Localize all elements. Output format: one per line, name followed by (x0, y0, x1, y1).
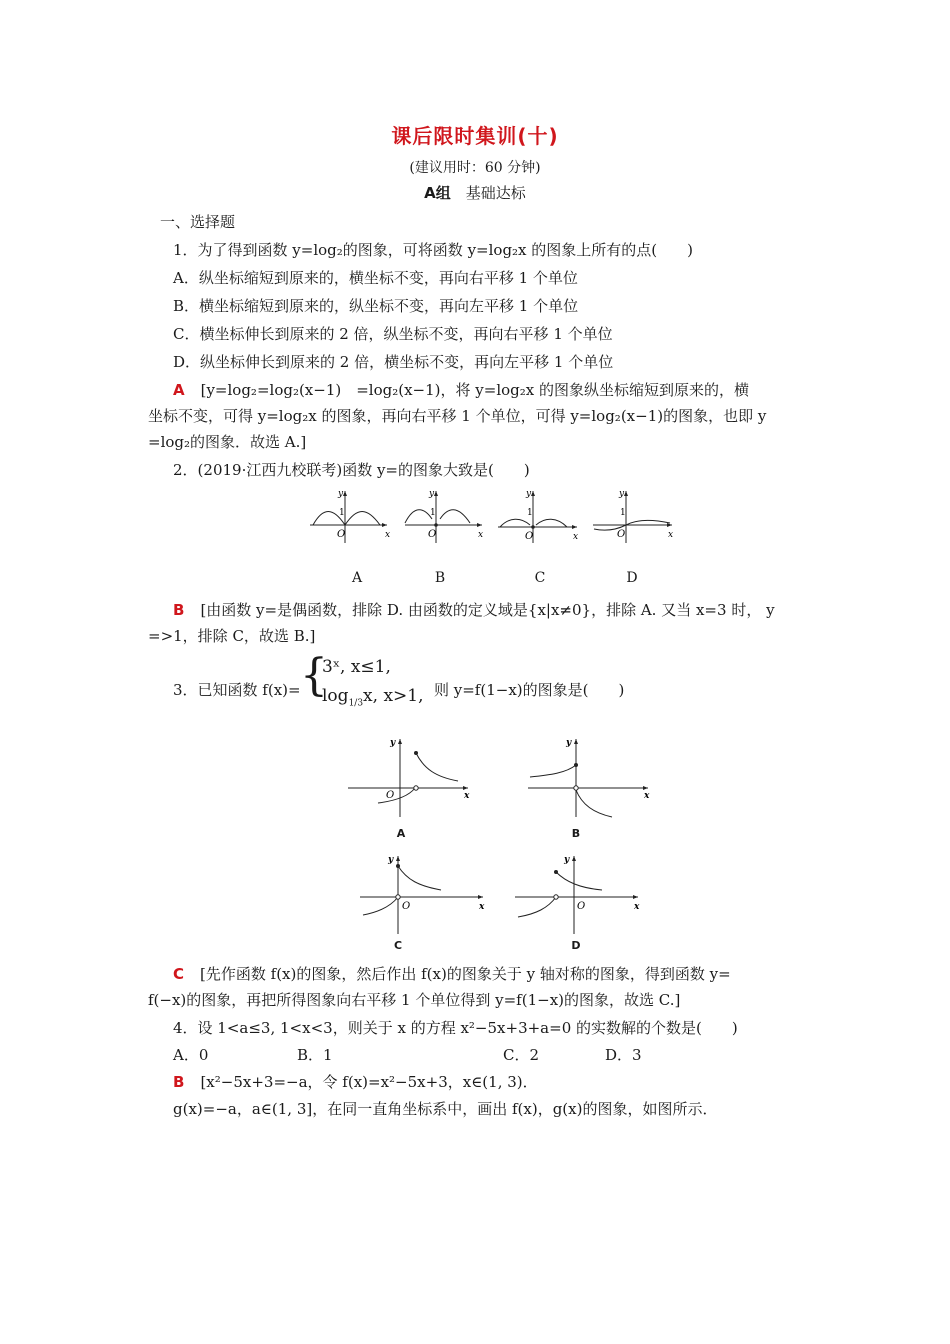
q2b-axis-x: x (478, 530, 484, 540)
q2-label-b: B (434, 570, 446, 586)
q3-explanation-line-2: f(−x)的图象，再把所得图象向右平移 1 个单位得到 y=f(1−x)的图象，故选 C.] (148, 991, 681, 1009)
q2-answer: B (173, 601, 185, 619)
q2-graph-c (495, 485, 585, 549)
q3d-axis-x: x (634, 902, 640, 912)
q2a-origin: O (337, 529, 346, 540)
q4-option-a: A．0 (173, 1046, 209, 1064)
q1-stem: 1．为了得到函数 y=log₂的图象，可将函数 y=log₂x 的图象上所有的点( ) (173, 241, 693, 259)
q2d-axis-x: x (668, 530, 674, 540)
q1-option-b: B．横坐标缩短到原来的，纵坐标不变，再向左平移 1 个单位 (173, 297, 579, 315)
q3c-axis-y: y (388, 855, 394, 865)
q3-graph-d (510, 852, 645, 941)
q4-option-d: D．3 (605, 1046, 642, 1064)
q2c-tick-one: 1 (527, 508, 533, 518)
q3-piece-1: 3ˣ, x≤1, (322, 657, 391, 677)
q2-label-c: C (534, 570, 546, 586)
q2-explanation-line-2: =>1，排除 C，故选 B.] (148, 627, 316, 645)
q2c-axis-y: y (526, 489, 532, 499)
q2a-axis-y: y (338, 489, 344, 499)
q2a-tick-one: 1 (339, 508, 345, 518)
q2-graph-a (305, 485, 395, 549)
q3a-axis-y: y (390, 738, 396, 748)
q3-piece-2-base: 1/3 (348, 698, 364, 709)
page-title: 课后限时集训(十) (391, 124, 559, 148)
q1-answer: A (173, 381, 185, 399)
q2c-origin: O (525, 531, 534, 542)
q3-graph-c (355, 852, 490, 941)
group-name: 基础达标 (465, 184, 526, 202)
q3-piece-2-log: log (322, 686, 349, 706)
q2-graph-d (590, 485, 680, 549)
q3-graph-b (520, 735, 655, 824)
q3-explanation-line-1 (173, 963, 731, 984)
q1-explanation-line-1 (173, 379, 749, 400)
q2-explain-text-1: [由函数 y=是偶函数，排除 D. 由函数的定义域是{x|x≠0}，排除 A. 又当 x=3 时， y (200, 601, 775, 619)
q2b-tick-one: 1 (430, 508, 436, 518)
q3c-origin: O (402, 901, 411, 912)
group-heading (0, 182, 950, 203)
q3d-origin: O (577, 901, 586, 912)
group-label: A组 (424, 184, 451, 202)
q3b-axis-y: y (566, 738, 572, 748)
q3-answer: C (173, 965, 185, 983)
q2b-origin: O (428, 529, 437, 540)
q1-option-d: D．纵坐标伸长到原来的 2 倍，横坐标不变，再向左平移 1 个单位 (173, 353, 614, 371)
q3-label-b: B (571, 827, 581, 840)
q2c-axis-x: x (573, 532, 579, 542)
q4-option-c: C．2 (503, 1046, 540, 1064)
q2-label-d: D (626, 570, 638, 586)
q2d-tick-one: 1 (620, 508, 626, 518)
q4-explanation-line-1 (173, 1071, 538, 1092)
q2b-axis-y: y (429, 489, 435, 499)
q4-stem: 4．设 1<a≤3, 1<x<3，则关于 x 的方程 x²−5x+3+a=0 的实数解的个数是( ) (173, 1019, 738, 1037)
suggested-time: (建议用时：60 分钟) (409, 160, 541, 176)
q4-option-b: B．1 (297, 1046, 333, 1064)
q3c-axis-x: x (479, 902, 485, 912)
q1-option-a: A．纵坐标缩短到原来的，横坐标不变，再向右平移 1 个单位 (173, 269, 578, 287)
q3-piece-2 (322, 686, 424, 708)
q4-explanation-line-2: g(x)=−a，a∈(1, 3]，在同一直角坐标系中，画出 f(x)，g(x)的图象，如图所示． (173, 1100, 718, 1118)
q1-option-c: C．横坐标伸长到原来的 2 倍，纵坐标不变，再向右平移 1 个单位 (173, 325, 613, 343)
q4-answer: B (173, 1073, 185, 1091)
q2-label-a: A (351, 570, 363, 586)
q3-explain-text-1: [先作函数 f(x)的图象，然后作出 f(x)的图象关于 y 轴对称的图象，得到函数 y= (200, 965, 731, 983)
q3-label-a: A (396, 827, 406, 840)
q3b-axis-x: x (644, 791, 650, 801)
q3-stem-prefix: 3．已知函数 f(x)= (173, 681, 301, 699)
q1-explanation-line-2: 坐标不变，可得 y=log₂x 的图象，再向右平移 1 个单位，可得 y=log₂(x−1)的图象，也即 y (148, 407, 767, 425)
q2-graph-b (400, 485, 490, 549)
section-heading: 一、选择题 (160, 213, 236, 231)
piecewise-brace: { (300, 650, 328, 701)
q2d-origin: O (617, 529, 626, 540)
q3-graph-a (340, 735, 475, 824)
q3-stem-suffix: 则 y=f(1−x)的图象是( ) (434, 681, 625, 699)
q2d-axis-y: y (619, 489, 625, 499)
q3-label-c: C (393, 939, 403, 952)
q3d-axis-y: y (564, 855, 570, 865)
q2-stem: 2．(2019·江西九校联考)函数 y=的图象大致是( ) (173, 461, 530, 479)
q2a-axis-x: x (385, 530, 391, 540)
q3a-axis-x: x (464, 791, 470, 801)
q3-label-d: D (571, 939, 581, 952)
q2-explanation-line-1 (173, 599, 775, 620)
q4-explain-text-1: [x²−5x+3=−a，令 f(x)=x²−5x+3，x∈(1, 3)． (200, 1073, 538, 1091)
q3a-origin: O (386, 790, 395, 801)
q3-piece-2-rest: x, x>1, (363, 686, 424, 706)
q1-explain-text-1: [y=log₂=log₂(x−1) =log₂(x−1)，将 y=log₂x 的图象纵坐标缩短到原来的，横 (200, 381, 750, 399)
q1-explanation-line-3: =log₂的图象．故选 A.] (148, 433, 307, 451)
